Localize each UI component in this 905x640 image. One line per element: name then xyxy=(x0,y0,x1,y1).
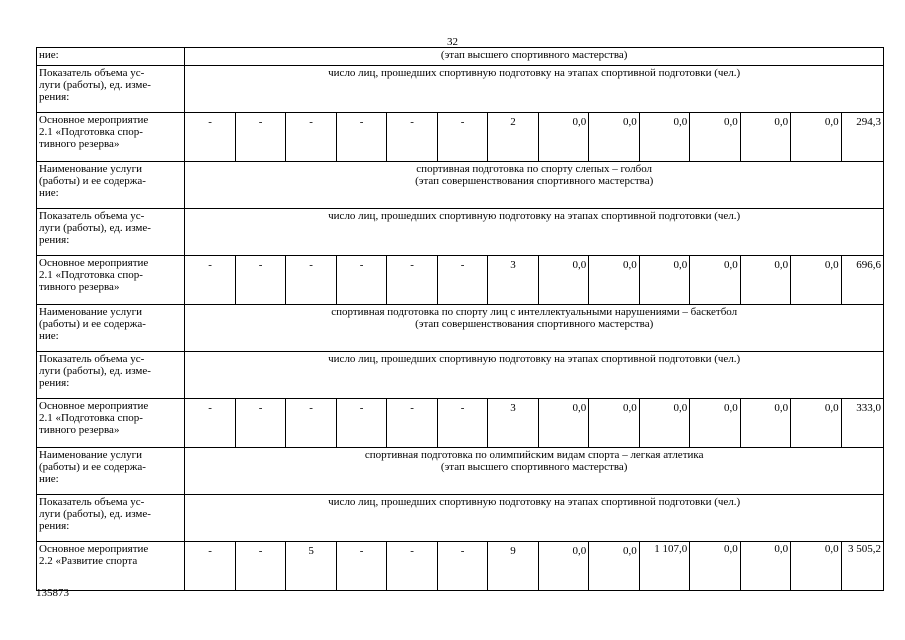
span-text-line: спортивная подготовка по спорту слепых – голбол xyxy=(416,163,653,175)
value-cell: - xyxy=(286,399,336,448)
value-cell: - xyxy=(387,256,437,305)
row-label-line: 2.1 «Подготовка спор- xyxy=(39,126,143,138)
value-cell: 3 505,2 xyxy=(841,542,883,591)
value-cell: 0,0 xyxy=(791,399,841,448)
row-label xyxy=(37,352,185,399)
row-label xyxy=(37,399,185,448)
span-text-line: число лиц, прошедших спортивную подготовку на этапах спортивной подготовки (чел.) xyxy=(328,496,741,508)
page-number: 32 xyxy=(447,36,458,48)
span-text-line: спортивная подготовка по спорту лиц с интеллектуальными нарушениями – баскетбол xyxy=(331,306,738,318)
value-cell: 1 107,0 xyxy=(639,542,689,591)
value-cell: - xyxy=(235,256,285,305)
row-label-line: Основное мероприятие xyxy=(39,257,149,269)
row-label-line: рения: xyxy=(39,520,70,532)
footer-code: 135873 xyxy=(36,587,69,599)
row-label-line: Основное мероприятие xyxy=(39,543,149,555)
span-text-line: число лиц, прошедших спортивную подготовку на этапах спортивной подготовки (чел.) xyxy=(328,67,741,79)
row-label-line: Показатель объема ус- xyxy=(39,353,145,365)
service-name-cell xyxy=(185,448,884,495)
value-cell: 0,0 xyxy=(589,113,639,162)
row-label-line: ние: xyxy=(39,49,59,61)
table-row-metric xyxy=(37,495,884,542)
value-cell: 0,0 xyxy=(690,113,740,162)
table-row-name xyxy=(37,48,884,66)
row-label-line: ние: xyxy=(39,473,59,485)
row-label-line: Показатель объема ус- xyxy=(39,67,145,79)
row-label-line: тивного резерва» xyxy=(39,138,120,150)
value-cell: - xyxy=(387,113,437,162)
metric-cell xyxy=(185,352,884,399)
row-label-line: луги (работы), ед. изме- xyxy=(39,222,151,234)
service-name-cell xyxy=(185,48,884,66)
row-label-line: (работы) и ее содержа- xyxy=(39,318,146,330)
value-cell: 0,0 xyxy=(791,542,841,591)
row-label xyxy=(37,66,185,113)
span-text-line: (этап совершенствования спортивного мастерства) xyxy=(415,318,654,330)
row-label xyxy=(37,305,185,352)
span-text-line: (этап высшего спортивного мастерства) xyxy=(440,461,628,473)
row-label-line: (работы) и ее содержа- xyxy=(39,175,146,187)
row-label-line: рения: xyxy=(39,377,70,389)
value-cell: 0,0 xyxy=(740,542,790,591)
span-text-line: спортивная подготовка по олимпийским видам спорта – легкая атлетика xyxy=(364,449,704,461)
row-label-line: тивного резерва» xyxy=(39,424,120,436)
table-row-name xyxy=(37,162,884,209)
value-cell: 0,0 xyxy=(791,256,841,305)
value-cell: - xyxy=(235,399,285,448)
value-cell: 696,6 xyxy=(841,256,883,305)
table-row-data xyxy=(37,113,884,162)
table-row-data xyxy=(37,542,884,591)
row-label-line: (работы) и ее содержа- xyxy=(39,461,146,473)
row-label-line: тивного резерва» xyxy=(39,281,120,293)
row-label xyxy=(37,209,185,256)
value-cell: - xyxy=(185,113,235,162)
value-cell: 0,0 xyxy=(639,256,689,305)
row-label-line: Основное мероприятие xyxy=(39,114,149,126)
value-cell: 0,0 xyxy=(791,113,841,162)
table-row-name xyxy=(37,448,884,495)
metric-cell xyxy=(185,66,884,113)
value-cell: - xyxy=(437,399,487,448)
value-cell: 0,0 xyxy=(740,113,790,162)
value-cell: 0,0 xyxy=(589,542,639,591)
value-cell: 5 xyxy=(286,542,336,591)
value-cell: 0,0 xyxy=(690,256,740,305)
value-cell: 0,0 xyxy=(538,542,588,591)
service-name-cell xyxy=(185,162,884,209)
value-cell: 0,0 xyxy=(538,399,588,448)
row-label xyxy=(37,48,185,66)
row-label-line: 2.1 «Подготовка спор- xyxy=(39,269,143,281)
row-label-line: Наименование услуги xyxy=(39,163,143,175)
value-cell: 0,0 xyxy=(538,256,588,305)
value-cell: - xyxy=(235,113,285,162)
row-label xyxy=(37,113,185,162)
table-row-name xyxy=(37,305,884,352)
value-cell: - xyxy=(336,113,386,162)
table-row-metric xyxy=(37,209,884,256)
row-label-line: ние: xyxy=(39,187,59,199)
row-label xyxy=(37,448,185,495)
value-cell: 0,0 xyxy=(589,256,639,305)
row-label-line: рения: xyxy=(39,234,70,246)
value-cell: 0,0 xyxy=(690,542,740,591)
table-row-data xyxy=(37,256,884,305)
row-label-line: Наименование услуги xyxy=(39,449,143,461)
span-text-line: число лиц, прошедших спортивную подготовку на этапах спортивной подготовки (чел.) xyxy=(328,210,741,222)
row-label xyxy=(37,256,185,305)
value-cell: - xyxy=(185,542,235,591)
span-text-line: (этап совершенствования спортивного мастерства) xyxy=(415,175,654,187)
row-label-line: Показатель объема ус- xyxy=(39,496,145,508)
metric-cell xyxy=(185,209,884,256)
value-cell: 333,0 xyxy=(841,399,883,448)
value-cell: 3 xyxy=(488,399,538,448)
service-name-cell xyxy=(185,305,884,352)
span-text-line: (этап высшего спортивного мастерства) xyxy=(440,49,628,61)
row-label xyxy=(37,542,185,591)
row-label xyxy=(37,495,185,542)
value-cell: - xyxy=(185,399,235,448)
value-cell: 0,0 xyxy=(538,113,588,162)
value-cell: 0,0 xyxy=(690,399,740,448)
table-row-metric xyxy=(37,66,884,113)
metric-cell xyxy=(185,495,884,542)
value-cell: 294,3 xyxy=(841,113,883,162)
row-label-line: луги (работы), ед. изме- xyxy=(39,79,151,91)
value-cell: - xyxy=(235,542,285,591)
row-label-line: луги (работы), ед. изме- xyxy=(39,365,151,377)
row-label-line: 2.1 «Подготовка спор- xyxy=(39,412,143,424)
value-cell: - xyxy=(286,113,336,162)
value-cell: 0,0 xyxy=(740,256,790,305)
value-cell: - xyxy=(437,256,487,305)
value-cell: - xyxy=(387,399,437,448)
value-cell: - xyxy=(185,256,235,305)
value-cell: 0,0 xyxy=(589,399,639,448)
value-cell: 0,0 xyxy=(740,399,790,448)
row-label-line: 2.2 «Развитие спорта xyxy=(39,555,138,567)
value-cell: 9 xyxy=(488,542,538,591)
value-cell: - xyxy=(437,542,487,591)
row-label-line: луги (работы), ед. изме- xyxy=(39,508,151,520)
table-row-metric xyxy=(37,352,884,399)
value-cell: - xyxy=(336,256,386,305)
row-label-line: Основное мероприятие xyxy=(39,400,149,412)
row-label-line: Наименование услуги xyxy=(39,306,143,318)
value-cell: 2 xyxy=(488,113,538,162)
value-cell: - xyxy=(336,399,386,448)
value-cell: - xyxy=(336,542,386,591)
row-label xyxy=(37,162,185,209)
value-cell: 0,0 xyxy=(639,113,689,162)
state-assignment-table xyxy=(36,47,884,591)
value-cell: - xyxy=(286,256,336,305)
value-cell: 3 xyxy=(488,256,538,305)
span-text-line: число лиц, прошедших спортивную подготовку на этапах спортивной подготовки (чел.) xyxy=(328,353,741,365)
value-cell: 0,0 xyxy=(639,399,689,448)
row-label-line: ние: xyxy=(39,330,59,342)
value-cell: - xyxy=(387,542,437,591)
row-label-line: рения: xyxy=(39,91,70,103)
row-label-line: Показатель объема ус- xyxy=(39,210,145,222)
value-cell: - xyxy=(437,113,487,162)
table-row-data xyxy=(37,399,884,448)
